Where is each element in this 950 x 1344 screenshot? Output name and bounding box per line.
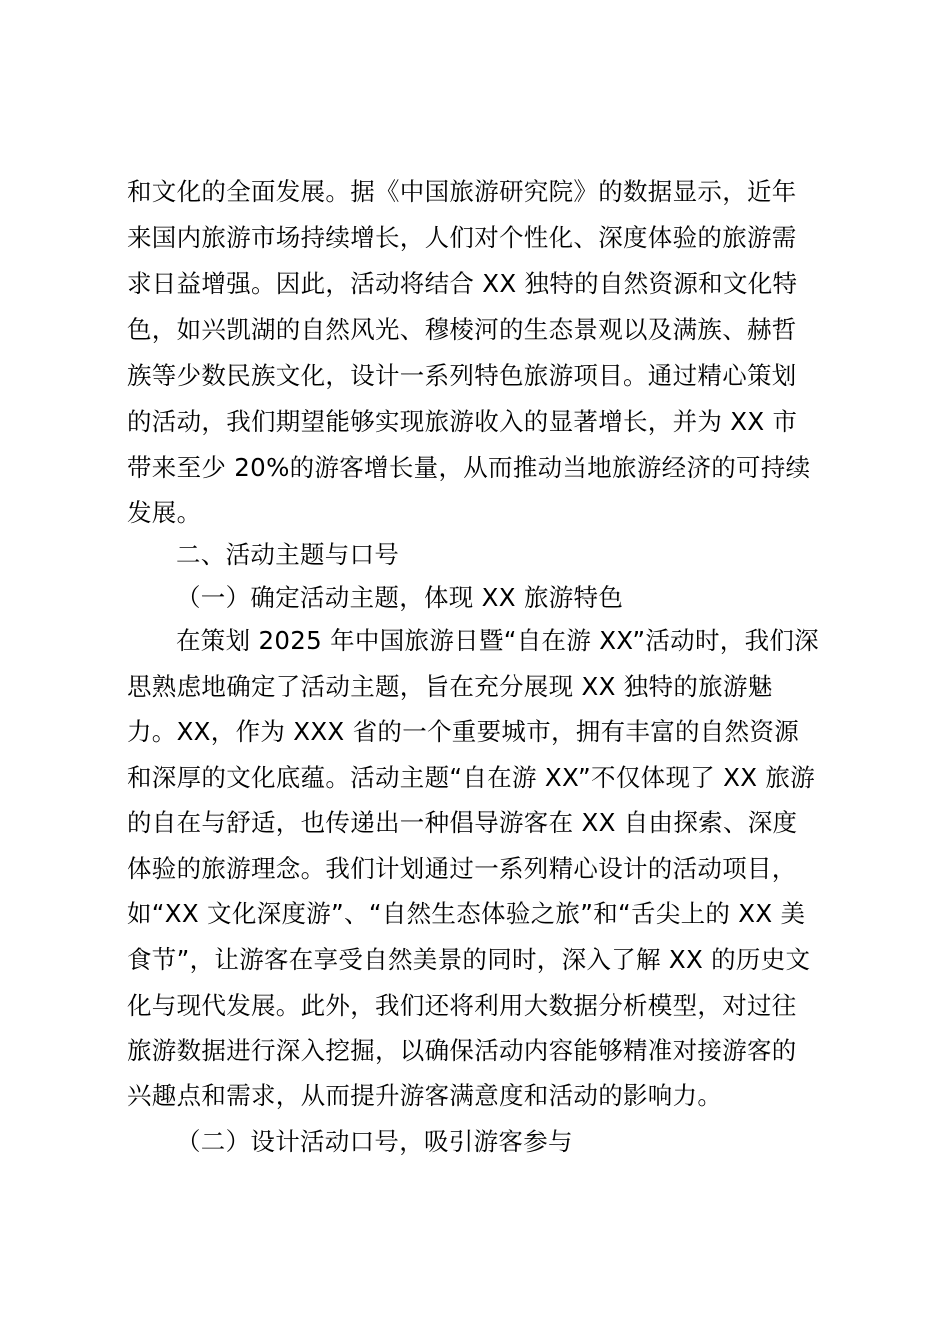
paragraph-line: 旅游数据进行深入挖掘，以确保活动内容能够精准对接游客的: [127, 1036, 797, 1065]
paragraph-line: 力。XX，作为 XXX 省的一个重要城市，拥有丰富的自然资源: [127, 717, 799, 746]
paragraph-line: 和文化的全面发展。据《中国旅游研究院》的数据显示，近年: [127, 177, 797, 206]
paragraph-line: 体验的旅游理念。我们计划通过一系列精心设计的活动项目，: [127, 854, 797, 883]
paragraph-line: 和深厚的文化底蕴。活动主题“自在游 XX”不仅体现了 XX 旅游: [127, 763, 815, 792]
paragraph-line: 的活动，我们期望能够实现旅游收入的显著增长，并为 XX 市: [127, 407, 798, 436]
paragraph-line: 兴趣点和需求，从而提升游客满意度和活动的影响力。: [127, 1081, 723, 1110]
paragraph-line: 求日益增强。因此，活动将结合 XX 独特的自然资源和文化特: [127, 269, 798, 298]
paragraph-line: 如“XX 文化深度游”、“自然生态体验之旅”和“舌尖上的 XX 美: [127, 899, 806, 928]
paragraph-line: 化与现代发展。此外，我们还将利用大数据分析模型，对过往: [127, 991, 797, 1020]
section-heading: 二、活动主题与口号: [176, 540, 400, 569]
paragraph-line: 食节”，让游客在享受自然美景的同时，深入了解 XX 的历史文: [127, 945, 811, 974]
paragraph-line: 色，如兴凯湖的自然风光、穆棱河的生态景观以及满族、赫哲: [127, 315, 797, 344]
subheading: （二）设计活动口号，吸引游客参与: [176, 1127, 573, 1156]
paragraph-line: 带来至少 20%的游客增长量，从而推动当地旅游经济的可持续: [127, 453, 811, 482]
paragraph-line: 思熟虑地确定了活动主题，旨在充分展现 XX 独特的旅游魅: [127, 672, 773, 701]
paragraph-line: 来国内旅游市场持续增长，人们对个性化、深度体验的旅游需: [127, 223, 797, 252]
subheading: （一）确定活动主题，体现 XX 旅游特色: [176, 583, 624, 612]
paragraph-line: 发展。: [127, 498, 202, 527]
paragraph-line: 在策划 2025 年中国旅游日暨“自在游 XX”活动时，我们深: [176, 626, 819, 655]
paragraph-line: 的自在与舒适，也传递出一种倡导游客在 XX 自由探索、深度: [127, 808, 798, 837]
paragraph-line: 族等少数民族文化，设计一系列特色旅游项目。通过精心策划: [127, 361, 797, 390]
